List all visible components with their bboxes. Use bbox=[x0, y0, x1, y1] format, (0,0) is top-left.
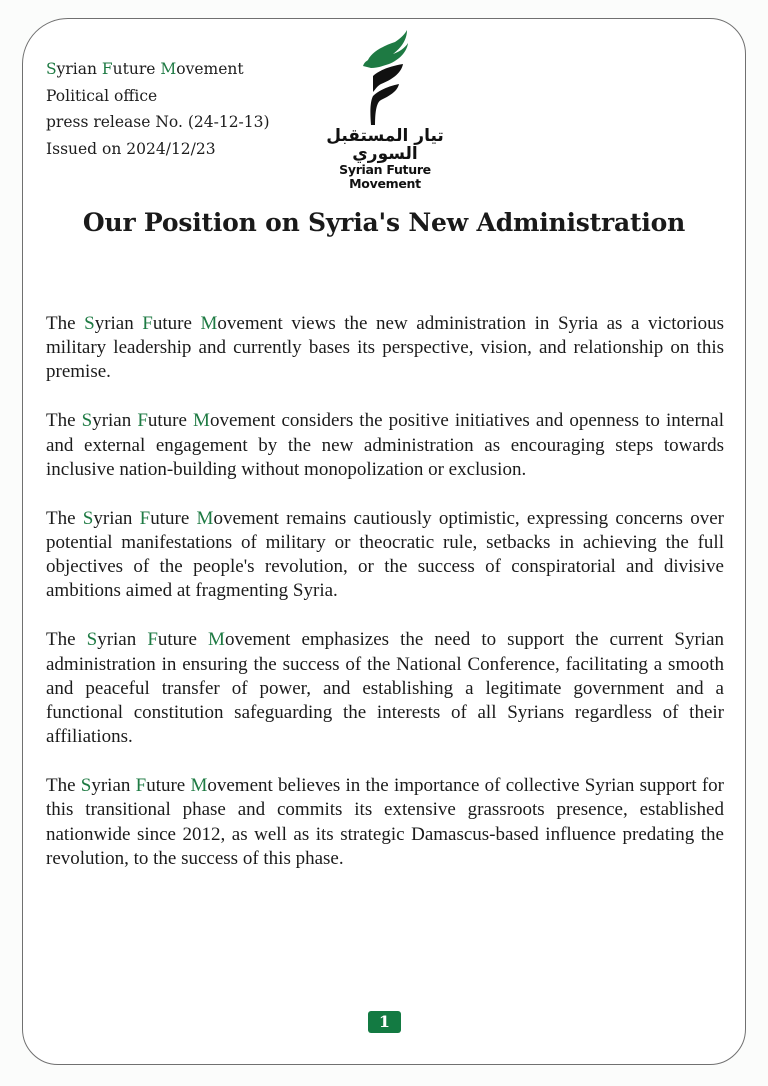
logo-arabic-text: تيار المستقبل السوري bbox=[326, 126, 444, 164]
office-label: Political office bbox=[46, 86, 158, 105]
org-name-word: yrian bbox=[56, 60, 102, 78]
org-name-initial: M bbox=[160, 60, 177, 78]
org-name-word: ovement bbox=[176, 60, 244, 78]
paragraph: The Syrian Future Movement views the new administration in Syria as a victorious military leadership and currently bases its perspective, vision, and relationship on this premise. bbox=[46, 313, 724, 383]
header-info bbox=[46, 56, 270, 162]
paragraph: The Syrian Future Movement believes in the importance of collective Syrian support for this transitional phase and commits its extensive grassroots presence, established nationwide since 2012, as well as its strategic Damascus-based influence predating the revolution, to the success of this phase. bbox=[46, 775, 724, 869]
page-title: Our Position on Syria's New Administration bbox=[82, 208, 686, 237]
page-number-badge: 1 bbox=[368, 1011, 401, 1033]
logo-english-text: Syrian Future Movement bbox=[339, 162, 431, 191]
org-name-word: uture bbox=[112, 60, 161, 78]
org-name bbox=[46, 56, 270, 83]
paragraph: The Syrian Future Movement emphasizes the need to support the current Syrian administration in ensuring the success of the National Conference, facilitating a smooth and peaceful transfer of power, and establishing a legitimate government and a functional constitution safeguarding the interests of all Syrians regardless of their affiliations. bbox=[46, 629, 725, 748]
paragraph: The Syrian Future Movement considers the positive initiatives and openness to internal and external engagement by the new administration as encouraging steps towards inclusive nation-building without monopolization or exclusion. bbox=[46, 410, 724, 480]
logo bbox=[305, 30, 465, 191]
eagle-f-logo-icon bbox=[355, 30, 415, 125]
issue-date: Issued on 2024/12/23 bbox=[46, 139, 216, 158]
paragraph: The Syrian Future Movement remains cautiously optimistic, expressing concerns over potential manifestations of military or theocratic rule, setbacks in achieving the full objectives of the people's revolution, or the success of conspiratorial and divisive ambitions aimed at fragmenting Syria. bbox=[46, 507, 724, 602]
document-body bbox=[46, 312, 724, 896]
org-name-initial: S bbox=[46, 60, 57, 78]
release-number: press release No. (24-12-13) bbox=[46, 113, 270, 131]
org-name-initial: F bbox=[101, 60, 113, 78]
